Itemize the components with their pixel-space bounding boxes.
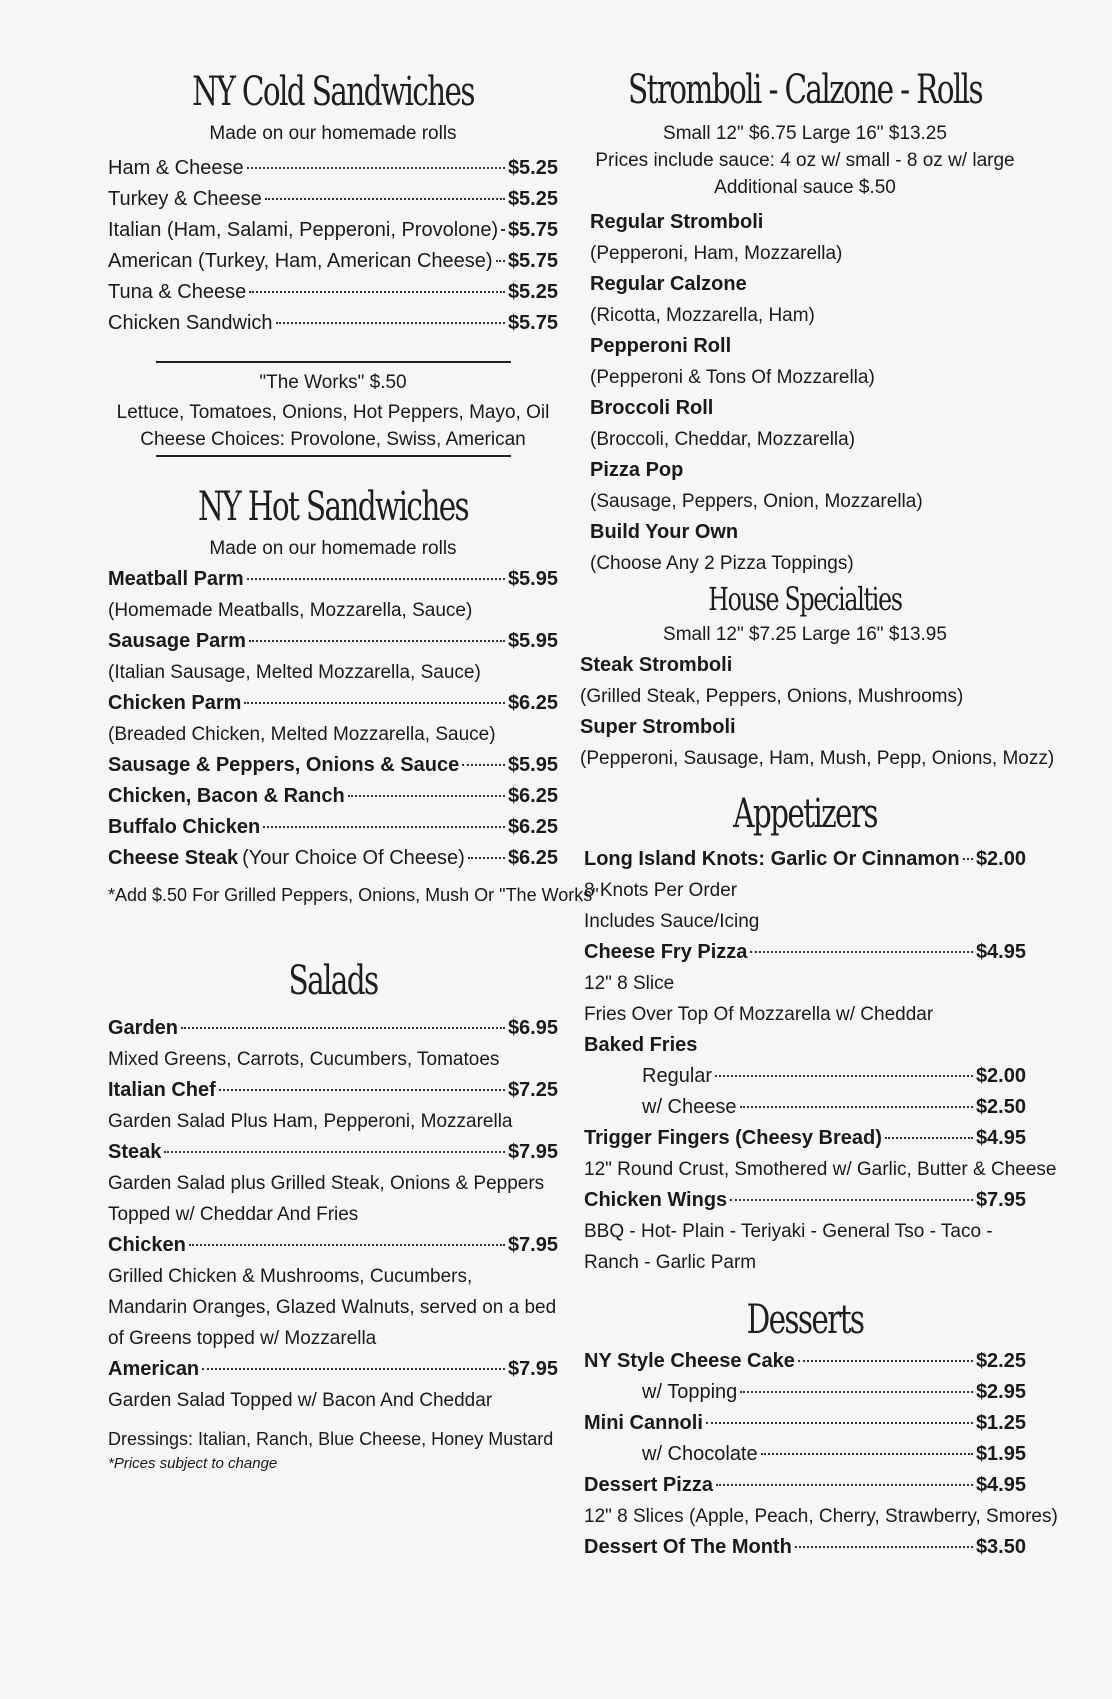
menu-item-name: Broccoli Roll — [590, 397, 714, 419]
cold-sandwiches-title: NY Cold Sandwiches — [192, 69, 474, 115]
menu-item: Italian Chef $7.25 — [108, 1079, 558, 1101]
item-description: Mixed Greens, Carrots, Cucumbers, Tomatoes — [108, 1049, 500, 1070]
item-description: Garden Salad Plus Ham, Pepperoni, Mozzarella — [108, 1111, 513, 1132]
menu-item-name: Pepperoni Roll — [590, 335, 732, 357]
menu-item: Chicken Parm $6.25 — [108, 692, 558, 714]
menu-item: American $7.95 — [108, 1358, 558, 1380]
item-description: (Grilled Steak, Peppers, Onions, Mushrooms) — [580, 686, 964, 707]
hot-sandwiches-note: *Add $.50 For Grilled Peppers, Onions, Mush Or "The Works" — [108, 885, 599, 905]
item-description: Garden Salad Topped w/ Bacon And Cheddar — [108, 1390, 493, 1411]
menu-item: Italian (Ham, Salami, Pepperoni, Provolone) $5.75 — [108, 219, 558, 241]
menu-item: Tuna & Cheese $5.25 — [108, 281, 558, 303]
desserts-title: Desserts — [746, 1297, 864, 1343]
menu-item: American (Turkey, Ham, American Cheese) $5.75 — [108, 250, 558, 272]
menu-item: Chicken Sandwich $5.75 — [108, 312, 558, 334]
item-description: BBQ - Hot- Plain - Teriyaki - General Tso - Taco - — [584, 1221, 993, 1242]
menu-item: Meatball Parm $5.95 — [108, 568, 558, 590]
item-description: (Sausage, Peppers, Onion, Mozzarella) — [590, 491, 923, 512]
item-description: (Italian Sausage, Melted Mozzarella, Sauce) — [108, 662, 481, 683]
menu-item: Garden $6.95 — [108, 1017, 558, 1039]
divider — [156, 361, 511, 363]
menu-item-name: Steak Stromboli — [580, 654, 733, 676]
item-description: (Breaded Chicken, Melted Mozzarella, Sauce) — [108, 724, 496, 745]
house-specialties-title: House Specialties — [708, 580, 902, 618]
item-description: 8 Knots Per Order — [584, 880, 738, 901]
item-description: Includes Sauce/Icing — [584, 911, 760, 932]
stromboli-sizes: Small 12" $6.75 Large 16" $13.25 — [663, 123, 947, 144]
menu-item-option: w/ Cheese $2.50 — [642, 1096, 1026, 1118]
menu-item-name: Baked Fries — [584, 1034, 698, 1056]
menu-item: Cheese Fry Pizza $4.95 — [584, 941, 1026, 963]
menu-item: Turkey & Cheese $5.25 — [108, 188, 558, 210]
menu-item-option: w/ Chocolate $1.95 — [642, 1443, 1026, 1465]
salads-title: Salads — [288, 958, 378, 1004]
right-column — [580, 0, 1058, 1563]
divider — [156, 455, 511, 457]
item-description: Fries Over Top Of Mozzarella w/ Cheddar — [584, 1004, 934, 1025]
hot-sandwiches-title: NY Hot Sandwiches — [197, 484, 469, 530]
item-description: (Broccoli, Cheddar, Mozzarella) — [590, 429, 856, 450]
menu-item-option: w/ Topping $2.95 — [642, 1381, 1026, 1403]
item-description: of Greens topped w/ Mozzarella — [108, 1328, 377, 1349]
stromboli-sauce: Prices include sauce: 4 oz w/ small - 8 oz w/ large — [595, 150, 1015, 171]
price-disclaimer: *Prices subject to change — [108, 1455, 278, 1472]
item-description: (Ricotta, Mozzarella, Ham) — [590, 305, 815, 326]
item-description: 12" Round Crust, Smothered w/ Garlic, Butter & Cheese — [584, 1159, 1057, 1180]
appetizers-title: Appetizers — [733, 791, 877, 837]
menu-item: Chicken, Bacon & Ranch $6.25 — [108, 785, 558, 807]
works-toppings: Lettuce, Tomatoes, Onions, Hot Peppers, Mayo, Oil — [116, 402, 550, 423]
menu-item: Dessert Pizza $4.95 — [584, 1474, 1026, 1496]
menu-item-name: Build Your Own — [590, 521, 739, 543]
menu-item-name: Pizza Pop — [590, 459, 684, 481]
menu-item: Trigger Fingers (Cheesy Bread) $4.95 — [584, 1127, 1026, 1149]
item-description: Topped w/ Cheddar And Fries — [108, 1204, 359, 1225]
works-title: "The Works" $.50 — [259, 372, 407, 393]
menu-item: Long Island Knots: Garlic Or Cinnamon $2.00 — [584, 848, 1026, 870]
item-description: Garden Salad plus Grilled Steak, Onions & Peppers — [108, 1173, 545, 1194]
menu-item-option: Regular $2.00 — [642, 1065, 1026, 1087]
menu-item: Sausage Parm $5.95 — [108, 630, 558, 652]
menu-item: Buffalo Chicken $6.25 — [108, 816, 558, 838]
menu-item-name: Regular Stromboli — [590, 211, 764, 233]
menu-item: Steak $7.95 — [108, 1141, 558, 1163]
item-description: (Choose Any 2 Pizza Toppings) — [590, 553, 854, 574]
stromboli-title: Stromboli - Calzone - Rolls — [628, 67, 982, 113]
left-column — [108, 0, 599, 1472]
stromboli-additional-sauce: Additional sauce $.50 — [714, 177, 896, 198]
item-description: (Pepperoni & Tons Of Mozzarella) — [590, 367, 875, 388]
menu-item: Ham & Cheese $5.25 — [108, 157, 558, 179]
menu-item: Sausage & Peppers, Onions & Sauce $5.95 — [108, 754, 558, 776]
item-description: (Pepperoni, Ham, Mozzarella) — [590, 243, 843, 264]
item-description: Grilled Chicken & Mushrooms, Cucumbers, — [108, 1266, 473, 1287]
menu-item-name: Super Stromboli — [580, 716, 736, 738]
menu-item: Chicken $7.95 — [108, 1234, 558, 1256]
menu-item-name: Regular Calzone — [590, 273, 747, 295]
menu-item: Dessert Of The Month $3.50 — [584, 1536, 1026, 1558]
item-description: 12" 8 Slices (Apple, Peach, Cherry, Strawberry, Smores) — [584, 1506, 1058, 1527]
item-description: (Homemade Meatballs, Mozzarella, Sauce) — [108, 600, 473, 621]
cold-sandwiches-subtitle: Made on our homemade rolls — [209, 123, 457, 144]
hot-sandwiches-subtitle: Made on our homemade rolls — [209, 538, 457, 559]
item-description: (Pepperoni, Sausage, Ham, Mush, Pepp, Onions, Mozz) — [580, 748, 1055, 769]
menu-item: NY Style Cheese Cake $2.25 — [584, 1350, 1026, 1372]
dressings: Dressings: Italian, Ranch, Blue Cheese, Honey Mustard — [108, 1429, 554, 1449]
item-description: Ranch - Garlic Parm — [584, 1252, 757, 1273]
house-specialties-sizes: Small 12" $7.25 Large 16" $13.95 — [663, 624, 947, 645]
menu-item: Cheese Steak (Your Choice Of Cheese) $6.25 — [108, 847, 558, 869]
menu-item: Mini Cannoli $1.25 — [584, 1412, 1026, 1434]
item-description: Mandarin Oranges, Glazed Walnuts, served on a bed — [108, 1297, 557, 1318]
cheese-choices: Cheese Choices: Provolone, Swiss, American — [140, 429, 526, 450]
menu-item: Chicken Wings $7.95 — [584, 1189, 1026, 1211]
item-description: 12" 8 Slice — [584, 973, 675, 994]
